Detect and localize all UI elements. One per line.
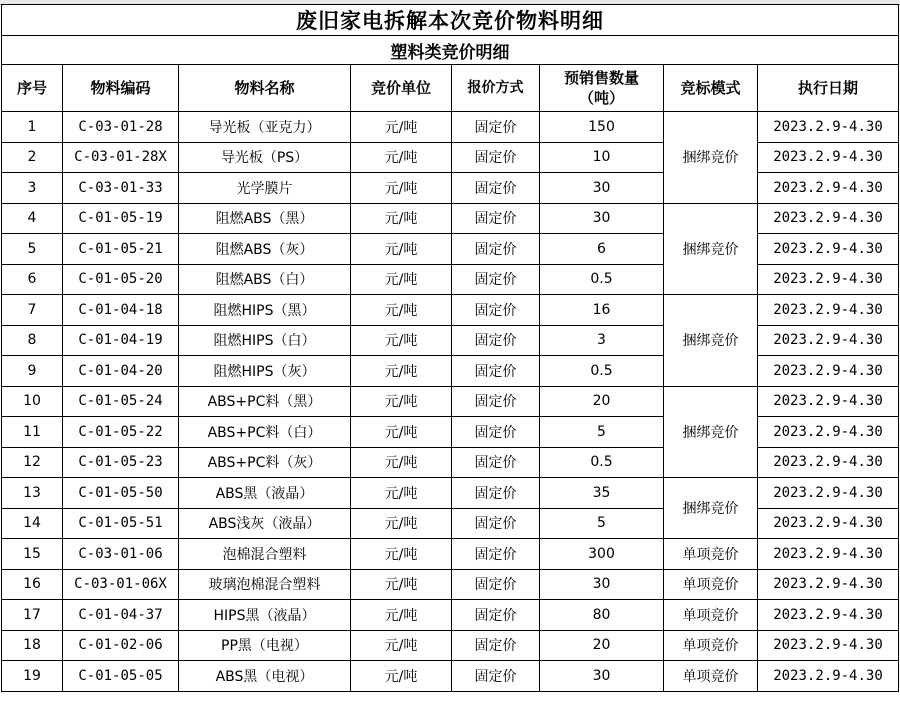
table-row: [2, 600, 899, 631]
row-bid-mode: 单项竞价: [664, 661, 758, 692]
row-bid-mode: 捆绑竞价: [664, 112, 758, 204]
row-seq: 5: [2, 234, 63, 265]
row-name: 阻燃HIPS（黑）: [179, 295, 351, 326]
row-seq: 12: [2, 447, 63, 478]
row-qty: 5: [540, 508, 664, 539]
row-code: C-01-04-18: [63, 295, 179, 326]
row-method: 固定价: [452, 569, 540, 600]
table-row: [2, 478, 899, 509]
row-name: PP黑（电视）: [179, 630, 351, 661]
row-seq: 18: [2, 630, 63, 661]
row-seq: 19: [2, 661, 63, 692]
row-unit: 元/吨: [351, 600, 452, 631]
row-seq: 2: [2, 142, 63, 173]
row-method: 固定价: [452, 173, 540, 204]
row-code: C-03-01-28: [63, 112, 179, 143]
row-code: C-01-05-20: [63, 264, 179, 295]
row-name: 阻燃ABS（黑）: [179, 203, 351, 234]
row-name: ABS黑（电视）: [179, 661, 351, 692]
header-qty-line1: 预销售数量: [563, 69, 639, 87]
row-method: 固定价: [452, 417, 540, 448]
row-qty: 6: [540, 234, 664, 265]
table-row: [2, 142, 899, 173]
row-qty: 30: [540, 569, 664, 600]
row-date: 2023.2.9-4.30: [758, 539, 899, 570]
table-row: [2, 325, 899, 356]
row-bid-mode: 捆绑竞价: [664, 203, 758, 295]
row-unit: 元/吨: [351, 142, 452, 173]
row-code: C-01-04-37: [63, 600, 179, 631]
row-seq: 16: [2, 569, 63, 600]
row-qty: 0.5: [540, 264, 664, 295]
row-method: 固定价: [452, 234, 540, 265]
row-method: 固定价: [452, 386, 540, 417]
row-qty: 0.5: [540, 447, 664, 478]
row-code: C-01-05-51: [63, 508, 179, 539]
table-row: [2, 295, 899, 326]
row-code: C-03-01-28X: [63, 142, 179, 173]
row-qty: 150: [540, 112, 664, 143]
row-date: 2023.2.9-4.30: [758, 630, 899, 661]
row-unit: 元/吨: [351, 264, 452, 295]
row-seq: 1: [2, 112, 63, 143]
row-unit: 元/吨: [351, 417, 452, 448]
row-method: 固定价: [452, 203, 540, 234]
row-bid-mode: 单项竞价: [664, 600, 758, 631]
row-method: 固定价: [452, 539, 540, 570]
row-name: 导光板（PS）: [179, 142, 351, 173]
row-bid-mode: 单项竞价: [664, 569, 758, 600]
row-name: 阻燃ABS（白）: [179, 264, 351, 295]
row-method: 固定价: [452, 600, 540, 631]
header-name: 物料名称: [179, 65, 351, 112]
row-method: 固定价: [452, 447, 540, 478]
row-method: 固定价: [452, 295, 540, 326]
row-seq: 7: [2, 295, 63, 326]
header-date: 执行日期: [758, 65, 899, 112]
row-date: 2023.2.9-4.30: [758, 295, 899, 326]
table-row: [2, 417, 899, 448]
table-subtitle: 塑料类竞价明细: [2, 36, 899, 65]
row-qty: 3: [540, 325, 664, 356]
row-bid-mode: 捆绑竞价: [664, 478, 758, 539]
table-row: [2, 661, 899, 692]
row-name: 阻燃HIPS（白）: [179, 325, 351, 356]
row-qty: 300: [540, 539, 664, 570]
row-name: 光学膜片: [179, 173, 351, 204]
row-seq: 10: [2, 386, 63, 417]
row-code: C-01-05-23: [63, 447, 179, 478]
row-date: 2023.2.9-4.30: [758, 173, 899, 204]
row-qty: 10: [540, 142, 664, 173]
row-date: 2023.2.9-4.30: [758, 142, 899, 173]
row-unit: 元/吨: [351, 203, 452, 234]
row-date: 2023.2.9-4.30: [758, 112, 899, 143]
row-unit: 元/吨: [351, 173, 452, 204]
row-code: C-01-02-06: [63, 630, 179, 661]
header-qty-line2: （吨）: [578, 89, 624, 107]
row-code: C-01-05-50: [63, 478, 179, 509]
table-row: [2, 112, 899, 143]
table-row: [2, 539, 899, 570]
bidding-materials-table: [1, 4, 899, 692]
row-unit: 元/吨: [351, 447, 452, 478]
table-row: [2, 508, 899, 539]
row-date: 2023.2.9-4.30: [758, 478, 899, 509]
row-qty: 30: [540, 173, 664, 204]
row-unit: 元/吨: [351, 234, 452, 265]
row-seq: 15: [2, 539, 63, 570]
row-unit: 元/吨: [351, 630, 452, 661]
table-row: [2, 630, 899, 661]
row-code: C-01-05-24: [63, 386, 179, 417]
row-method: 固定价: [452, 142, 540, 173]
row-code: C-01-05-05: [63, 661, 179, 692]
row-bid-mode: 捆绑竞价: [664, 386, 758, 478]
row-date: 2023.2.9-4.30: [758, 600, 899, 631]
header-method: 报价方式: [452, 65, 540, 112]
row-bid-mode: 单项竞价: [664, 630, 758, 661]
row-date: 2023.2.9-4.30: [758, 356, 899, 387]
row-date: 2023.2.9-4.30: [758, 203, 899, 234]
row-name: ABS黑（液晶）: [179, 478, 351, 509]
row-seq: 14: [2, 508, 63, 539]
row-date: 2023.2.9-4.30: [758, 569, 899, 600]
table-row: [2, 264, 899, 295]
row-name: 玻璃泡棉混合塑料: [179, 569, 351, 600]
row-unit: 元/吨: [351, 508, 452, 539]
row-date: 2023.2.9-4.30: [758, 234, 899, 265]
row-code: C-03-01-06X: [63, 569, 179, 600]
row-qty: 30: [540, 203, 664, 234]
row-method: 固定价: [452, 264, 540, 295]
header-seq: 序号: [2, 65, 63, 112]
row-name: ABS浅灰（液晶）: [179, 508, 351, 539]
row-unit: 元/吨: [351, 295, 452, 326]
row-code: C-01-04-19: [63, 325, 179, 356]
row-unit: 元/吨: [351, 386, 452, 417]
row-seq: 4: [2, 203, 63, 234]
table-row: [2, 569, 899, 600]
row-date: 2023.2.9-4.30: [758, 264, 899, 295]
row-method: 固定价: [452, 112, 540, 143]
row-unit: 元/吨: [351, 478, 452, 509]
table-row: [2, 234, 899, 265]
row-bid-mode: 单项竞价: [664, 539, 758, 570]
row-unit: 元/吨: [351, 539, 452, 570]
row-qty: 80: [540, 600, 664, 631]
row-method: 固定价: [452, 325, 540, 356]
row-qty: 0.5: [540, 356, 664, 387]
row-method: 固定价: [452, 356, 540, 387]
row-qty: 16: [540, 295, 664, 326]
row-name: ABS+PC料（白）: [179, 417, 351, 448]
row-qty: 20: [540, 386, 664, 417]
row-code: C-01-05-21: [63, 234, 179, 265]
row-method: 固定价: [452, 661, 540, 692]
row-name: 泡棉混合塑料: [179, 539, 351, 570]
row-qty: 35: [540, 478, 664, 509]
table-row: [2, 386, 899, 417]
row-seq: 17: [2, 600, 63, 631]
row-code: C-03-01-06: [63, 539, 179, 570]
row-code: C-03-01-33: [63, 173, 179, 204]
row-method: 固定价: [452, 478, 540, 509]
row-name: 导光板（亚克力）: [179, 112, 351, 143]
header-mode: 竞标模式: [664, 65, 758, 112]
row-name: 阻燃HIPS（灰）: [179, 356, 351, 387]
header-unit: 竞价单位: [351, 65, 452, 112]
row-date: 2023.2.9-4.30: [758, 661, 899, 692]
row-unit: 元/吨: [351, 325, 452, 356]
row-date: 2023.2.9-4.30: [758, 417, 899, 448]
row-date: 2023.2.9-4.30: [758, 325, 899, 356]
row-seq: 11: [2, 417, 63, 448]
row-code: C-01-04-20: [63, 356, 179, 387]
row-date: 2023.2.9-4.30: [758, 508, 899, 539]
row-date: 2023.2.9-4.30: [758, 386, 899, 417]
row-method: 固定价: [452, 508, 540, 539]
row-method: 固定价: [452, 630, 540, 661]
row-unit: 元/吨: [351, 569, 452, 600]
row-bid-mode: 捆绑竞价: [664, 295, 758, 387]
row-unit: 元/吨: [351, 356, 452, 387]
row-code: C-01-05-22: [63, 417, 179, 448]
row-seq: 6: [2, 264, 63, 295]
row-seq: 13: [2, 478, 63, 509]
row-name: 阻燃ABS（灰）: [179, 234, 351, 265]
row-code: C-01-05-19: [63, 203, 179, 234]
row-name: HIPS黑（液晶）: [179, 600, 351, 631]
header-qty: [540, 65, 664, 112]
header-row: [2, 65, 899, 112]
row-qty: 5: [540, 417, 664, 448]
table-title: 废旧家电拆解本次竞价物料明细: [2, 5, 899, 36]
table-row: [2, 447, 899, 478]
row-seq: 9: [2, 356, 63, 387]
table-row: [2, 173, 899, 204]
row-qty: 20: [540, 630, 664, 661]
row-seq: 8: [2, 325, 63, 356]
row-qty: 30: [540, 661, 664, 692]
row-name: ABS+PC料（灰）: [179, 447, 351, 478]
row-unit: 元/吨: [351, 661, 452, 692]
row-seq: 3: [2, 173, 63, 204]
row-unit: 元/吨: [351, 112, 452, 143]
row-name: ABS+PC料（黑）: [179, 386, 351, 417]
header-code: 物料编码: [63, 65, 179, 112]
table-row: [2, 356, 899, 387]
row-date: 2023.2.9-4.30: [758, 447, 899, 478]
table-row: [2, 203, 899, 234]
